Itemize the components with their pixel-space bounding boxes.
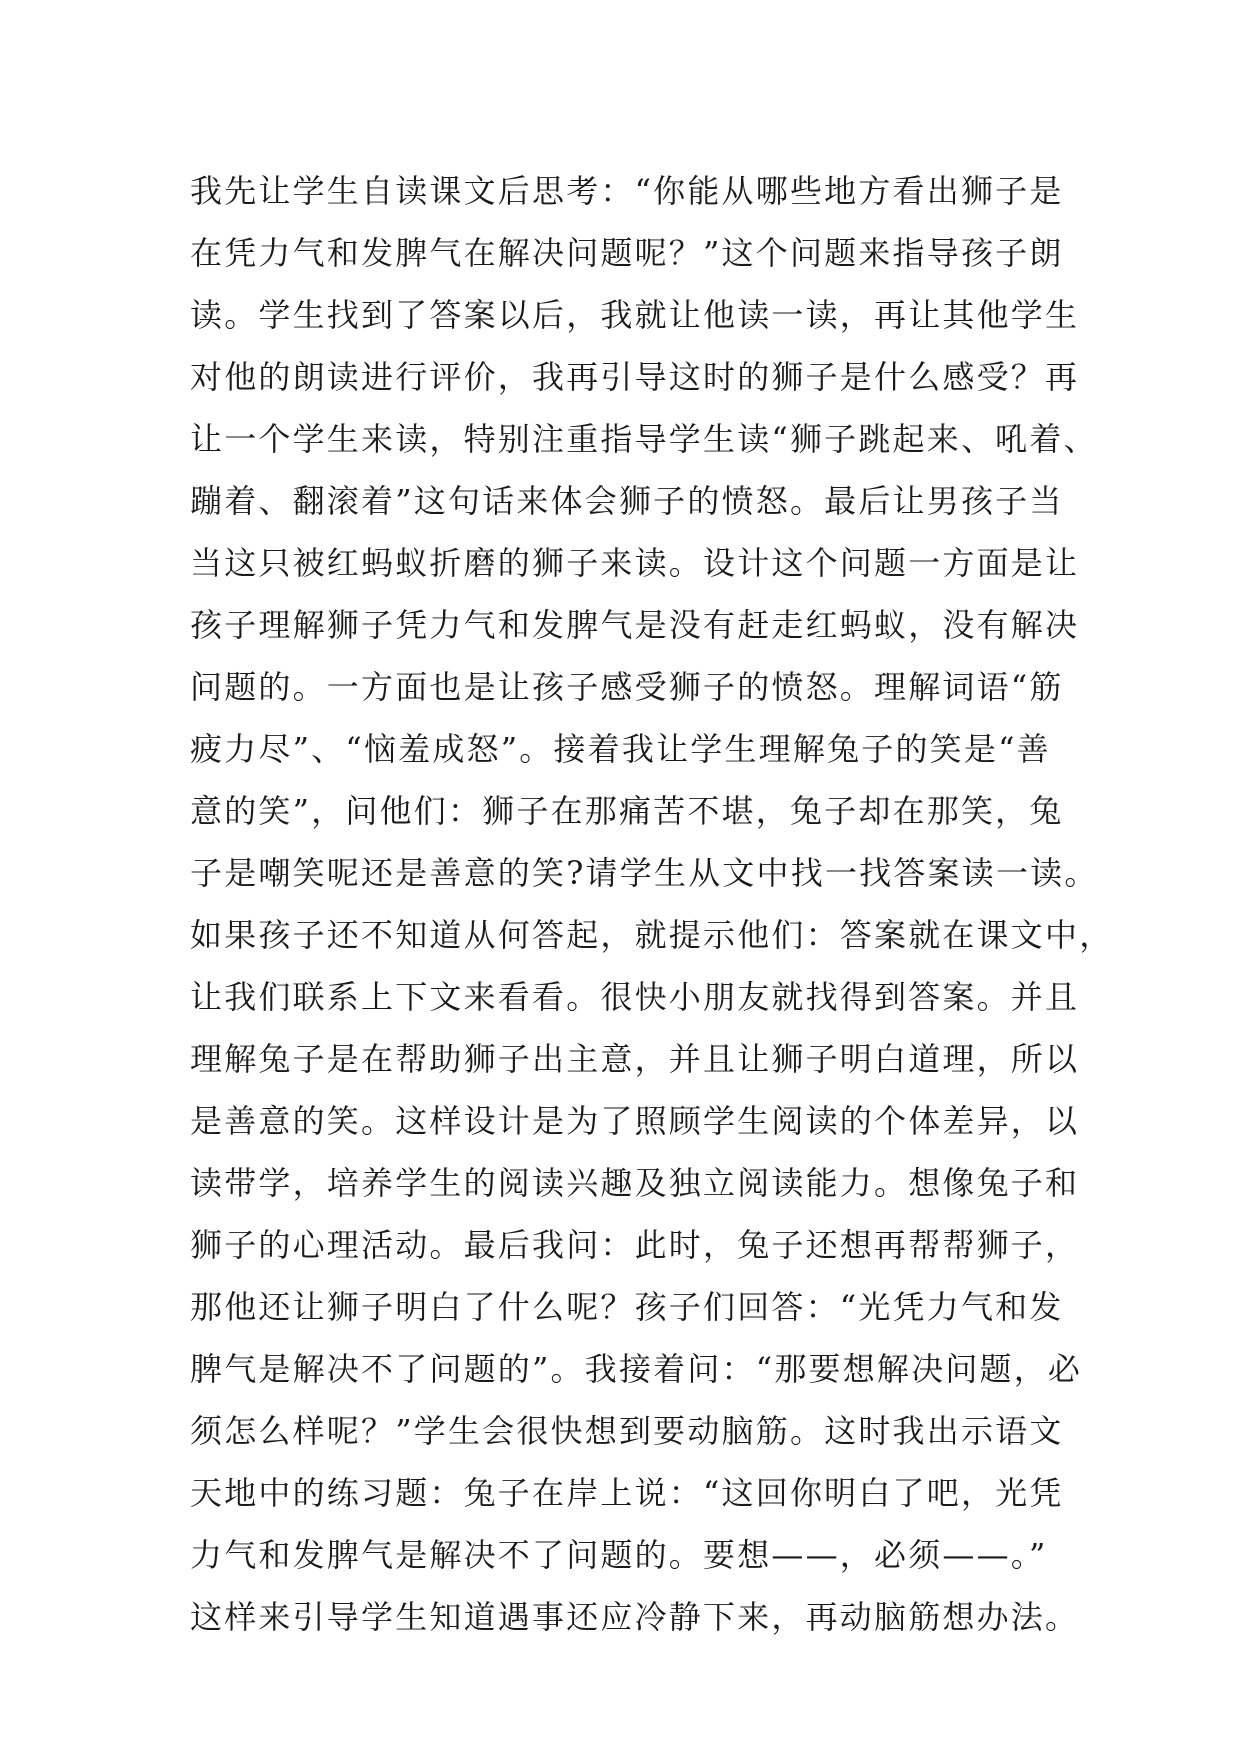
text-line: 脾气是解决不了问题的”。我接着问：“那要想解决问题，必 xyxy=(190,1350,1083,1388)
text-line: 让一个学生来读，特别注重指导学生读“狮子跳起来、吼着、 xyxy=(190,420,1098,458)
text-line: 读。学生找到了答案以后，我就让他读一读，再让其他学生 xyxy=(190,296,1080,334)
text-line: 我先让学生自读课文后思考：“你能从哪些地方看出狮子是 xyxy=(190,172,1064,210)
text-line: 读带学，培养学生的阅读兴趣及独立阅读能力。想像兔子和 xyxy=(190,1164,1080,1202)
text-line: 孩子理解狮子凭力气和发脾气是没有赶走红蚂蚁，没有解决 xyxy=(190,606,1080,644)
text-line: 让我们联系上下文来看看。很快小朋友就找得到答案。并且 xyxy=(190,978,1080,1016)
text-line: 理解兔子是在帮助狮子出主意，并且让狮子明白道理，所以 xyxy=(190,1040,1080,1078)
text-line: 天地中的练习题：兔子在岸上说：“这回你明白了吧，光凭 xyxy=(190,1474,1064,1512)
text-line: 蹦着、翻滚着”这句话来体会狮子的愤怒。最后让男孩子当 xyxy=(190,482,1064,520)
body-paragraph xyxy=(190,160,1114,1648)
text-line: 疲力尽”、“恼羞成怒”。接着我让学生理解兔子的笑是“善 xyxy=(190,730,1051,768)
text-line: 须怎么样呢？”学生会很快想到要动脑筋。这时我出示语文 xyxy=(190,1412,1064,1450)
text-line: 在凭力气和发脾气在解决问题呢？”这个问题来指导孩子朗 xyxy=(190,234,1064,272)
text-line: 狮子的心理活动。最后我问：此时，兔子还想再帮帮狮子， xyxy=(190,1226,1080,1264)
text-line: 当这只被红蚂蚁折磨的狮子来读。设计这个问题一方面是让 xyxy=(190,544,1080,582)
text-line: 问题的。一方面也是让孩子感受狮子的愤怒。理解词语“筋 xyxy=(190,668,1064,706)
text-line: 如果孩子还不知道从何答起，就提示他们：答案就在课文中， xyxy=(190,916,1114,954)
text-line: 那他还让狮子明白了什么呢？孩子们回答：“光凭力气和发 xyxy=(190,1288,1064,1326)
text-line: 对他的朗读进行评价，我再引导这时的狮子是什么感受？再 xyxy=(190,358,1080,396)
text-line: 是善意的笑。这样设计是为了照顾学生阅读的个体差异，以 xyxy=(190,1102,1080,1140)
text-line: 意的笑”，问他们：狮子在那痛苦不堪，兔子却在那笑，兔 xyxy=(190,792,1064,830)
text-line: 子是嘲笑呢还是善意的笑?请学生从文中找一找答案读一读。 xyxy=(190,854,1099,892)
text-line: 这样来引导学生知道遇事还应冷静下来，再动脑筋想办法。 xyxy=(190,1598,1080,1636)
text-line: 力气和发脾气是解决不了问题的。要想——，必须——。” xyxy=(190,1536,1048,1574)
